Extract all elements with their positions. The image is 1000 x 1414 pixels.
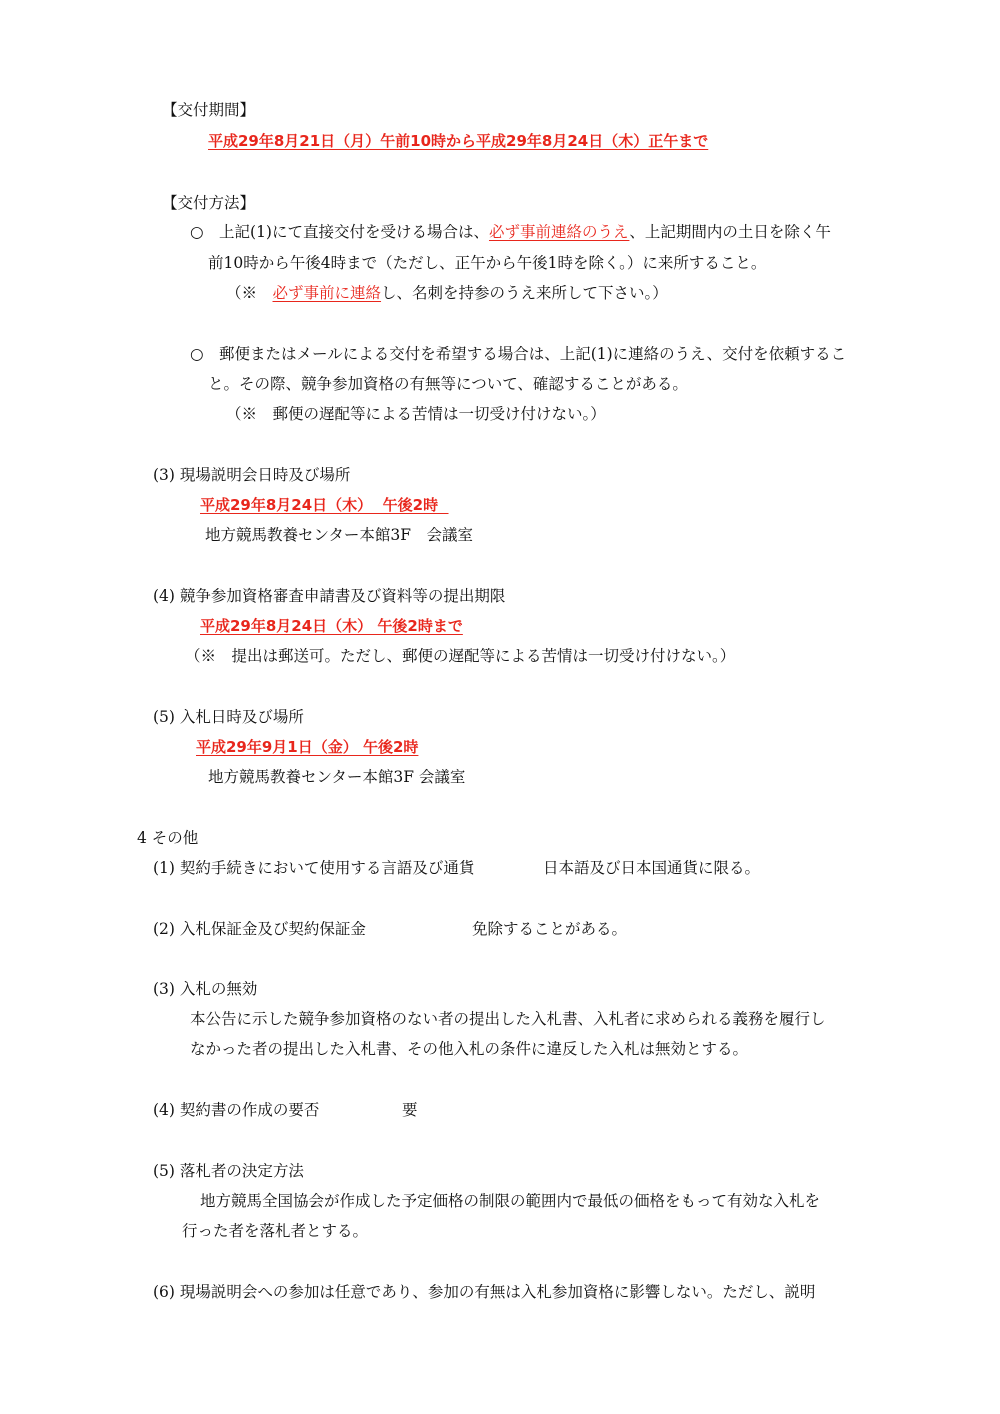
kofu-period-text: 平成29年8月21日（月）午前10時から平成29年8月24日（木）正午まで: [208, 132, 709, 150]
other-1-value: 日本語及び日本国通貨に限る。: [543, 859, 761, 877]
other-5-heading: (5) 落札者の決定方法: [153, 1162, 304, 1180]
kofu-method-item1-note: [226, 283, 668, 303]
other-5-line1: 地方競馬全国協会が作成した予定価格の制限の範囲内で最低の価格をもって有効な入札を: [200, 1192, 821, 1210]
kofu-method-item2-note: （※ 郵便の遅配等による苦情は一切受け付けない。）: [226, 405, 606, 423]
item1-required-contact: 必ず事前連絡のうえ: [488, 223, 630, 241]
section-5-place: 地方競馬教養センター本館3F 会議室: [208, 768, 466, 786]
item1-note-a: （※: [226, 284, 273, 302]
other-3-heading: (3) 入札の無効: [153, 980, 258, 998]
section-other-heading: 4 その他: [137, 829, 199, 847]
item1-text-b: 、上記期間内の土日を除く午: [629, 223, 831, 241]
other-3-line1: 本公告に示した競争参加資格のない者の提出した入札書、入札者に求められる義務を履行し: [190, 1010, 826, 1028]
item1-note-b: し、名刺を持参のうえ来所して下さい。）: [381, 284, 668, 302]
kofu-method-item2-line1: ○ 郵便またはメールによる交付を希望する場合は、上記(1)に連絡のうえ、交付を依頼するこ: [190, 345, 847, 363]
section-3-place: 地方競馬教養センター本館3F 会議室: [205, 526, 473, 544]
section-heading-kofu-hoho: 【交付方法】: [162, 194, 256, 212]
section-4-heading: (4) 競争参加資格審査申請書及び資料等の提出期限: [153, 587, 506, 605]
kofu-method-item1-line2: 前10時から午後4時まで（ただし、正午から午後1時を除く。）に来所すること。: [208, 254, 767, 272]
other-2-label: (2) 入札保証金及び契約保証金: [153, 920, 366, 938]
item1-note-required-contact: 必ず事前に連絡: [272, 284, 382, 302]
other-4-value: 要: [402, 1101, 418, 1119]
section-5-datetime: 平成29年9月1日（金） 午後2時: [196, 738, 419, 756]
other-5-line2: 行った者を落札者とする。: [182, 1222, 369, 1240]
other-4-label: (4) 契約書の作成の要否: [153, 1101, 320, 1119]
other-3-line2: なかった者の提出した入札書、その他入札の条件に違反した入札は無効とする。: [190, 1040, 749, 1058]
kofu-method-item1-line1: [190, 222, 831, 242]
other-2-value: 免除することがある。: [472, 920, 628, 938]
item1-text-a: ○ 上記(1)にて直接交付を受ける場合は、: [190, 223, 489, 241]
kofu-method-item2-line2: と。その際、競争参加資格の有無等について、確認することがある。: [208, 375, 688, 393]
section-3-datetime: 平成29年8月24日（木） 午後2時: [200, 496, 449, 514]
other-1-label: (1) 契約手続きにおいて使用する言語及び通貨: [153, 859, 475, 877]
section-4-note: （※ 提出は郵送可。ただし、郵便の遅配等による苦情は一切受け付けない。）: [185, 647, 736, 665]
other-6-line1: (6) 現場説明会への参加は任意であり、参加の有無は入札参加資格に影響しない。ただし、説明: [153, 1283, 816, 1301]
section-3-heading: (3) 現場説明会日時及び場所: [153, 466, 351, 484]
section-5-heading: (5) 入札日時及び場所: [153, 708, 304, 726]
section-heading-kofu-kikan: 【交付期間】: [162, 101, 256, 119]
section-4-deadline: 平成29年8月24日（木） 午後2時まで: [200, 617, 463, 635]
